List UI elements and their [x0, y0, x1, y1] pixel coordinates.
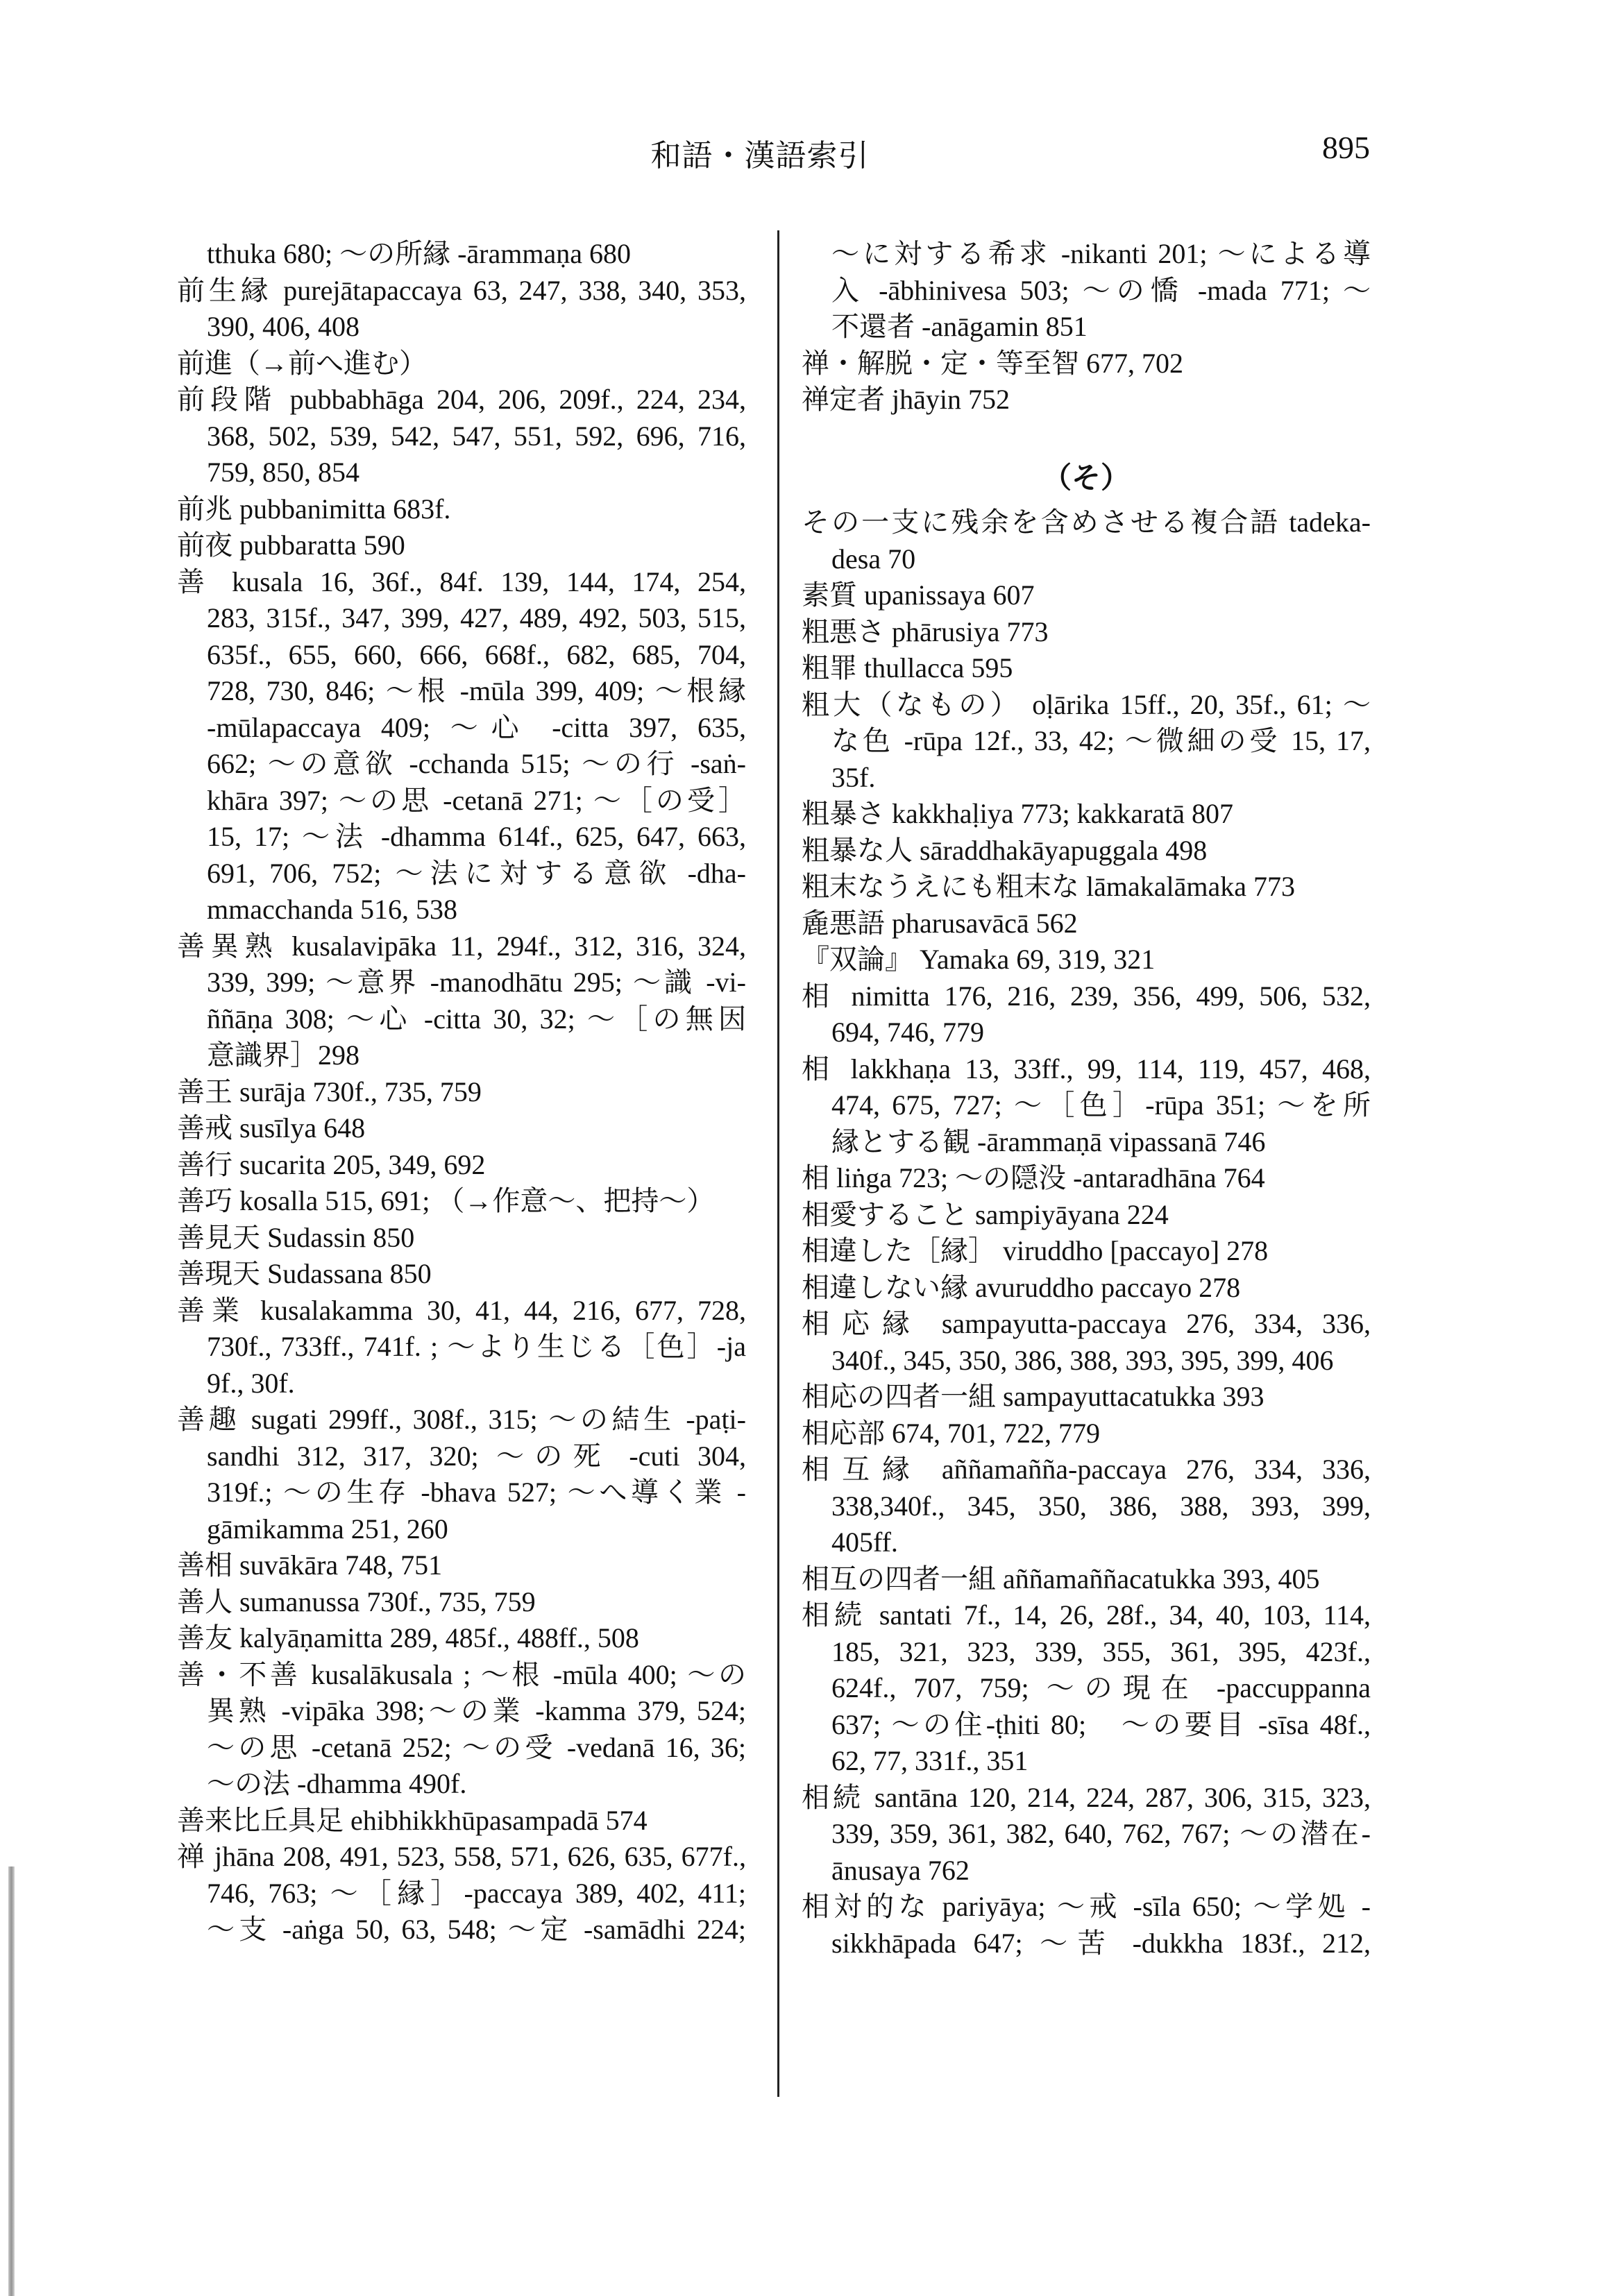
index-entry	[802, 382, 1371, 418]
entry-headword-line: 善巧 kosalla 515, 691; （→作意～、把持～）	[177, 1185, 715, 1216]
entry-continuation-line: desa 70	[831, 543, 916, 575]
entry-headword-line: 禅・解脱・定・等至智 677, 702	[802, 347, 1183, 379]
index-entry	[802, 942, 1371, 978]
index-entry	[802, 346, 1371, 382]
entry-continuation-line: ～に対する希求 -nikanti 201; ～による導	[831, 238, 1371, 269]
entry-headword-line: 粗大（なもの） oḷārika 15ff., 20, 35f., 61; ～	[802, 688, 1371, 720]
entry-continuation-line: 339, 399; ～意界 -manodhātu 295; ～識 -vi-	[207, 967, 746, 998]
entry-headword-line: 粗末なうえにも粗末な lāmakalāmaka 773	[802, 871, 1295, 902]
entry-continuation-line: 9f., 30f.	[207, 1367, 295, 1399]
entry-continuation-line: 185, 321, 323, 339, 355, 361, 395, 423f.,	[831, 1635, 1371, 1667]
entry-headword-line: 前段階 pubbabhāga 204, 206, 209f., 224, 234,	[177, 384, 746, 415]
entry-headword-line: 前兆 pubbanimitta 683f.	[177, 493, 451, 525]
index-entry	[802, 869, 1371, 905]
index-entry	[177, 1110, 746, 1147]
entry-continuation-line: tthuka 680; ～の所縁 -ārammaṇa 680	[207, 238, 631, 269]
entry-continuation-line: 不還者 -anāgamin 851	[831, 311, 1088, 342]
index-entry	[802, 1051, 1371, 1161]
entry-headword-line: 粗暴な人 sāraddhakāyapuggala 498	[802, 834, 1208, 866]
entry-headword-line: 善・不善 kusalākusala ; ～根 -mūla 400; ～の	[177, 1658, 746, 1690]
entry-headword-line: 禅 jhāna 208, 491, 523, 558, 571, 626, 635, 677f.,	[177, 1841, 746, 1872]
entry-continuation-line: 746, 763; ～［縁］-paccaya 389, 402, 411;	[207, 1877, 746, 1909]
entry-headword-line: 相互の四者一組 aññamaññacatukka 393, 405	[802, 1563, 1320, 1595]
entry-headword-line: 相対的な pariyāya; ～戒 -sīla 650; ～学処 -	[802, 1891, 1371, 1922]
entry-headword-line: 善戒 susīlya 648	[177, 1112, 366, 1143]
entry-continuation-line: ～支 -aṅga 50, 63, 548; ～定 -samādhi 224;	[207, 1914, 746, 1945]
entry-continuation-line: 730f., 733ff., 741f. ; ～より生じる［色］-ja	[207, 1331, 746, 1362]
entry-continuation-line: 338,340f., 345, 350, 386, 388, 393, 399,	[831, 1490, 1371, 1522]
entry-continuation-line: な色 -rūpa 12f., 33, 42; ～微細の受 15, 17,	[831, 725, 1371, 756]
entry-headword-line: 素質 upanissaya 607	[802, 579, 1035, 611]
entry-headword-line: 相愛すること sampiyāyana 224	[802, 1198, 1169, 1230]
entry-headword-line: その一支に残余を含めさせる複合語 tadeka-	[802, 507, 1371, 538]
entry-headword-line: 麁悪語 pharusavācā 562	[802, 907, 1078, 939]
entry-headword-line: 善趣 sugati 299ff., 308f., 315; ～の結生 -paṭi-	[177, 1404, 746, 1435]
entry-headword-line: 前進（→前へ進む）	[177, 347, 427, 379]
index-entry	[802, 1780, 1371, 1889]
entry-headword-line: 善異熟 kusalavipāka 11, 294f., 312, 316, 324,	[177, 930, 746, 962]
entry-headword-line: 相続 santati 7f., 14, 26, 28f., 34, 40, 103, 114,	[802, 1599, 1371, 1631]
index-entry	[177, 1293, 746, 1402]
entry-headword-line: 善友 kalyāṇamitta 289, 485f., 488ff., 508	[177, 1622, 639, 1653]
entry-headword-line: 相 lakkhaṇa 13, 33ff., 99, 114, 119, 457, 468,	[802, 1053, 1371, 1085]
index-column-right-top	[802, 236, 1371, 418]
index-entry	[177, 1620, 746, 1657]
entry-continuation-line: 662; ～の意欲 -cchanda 515; ～の行 -saṅ-	[207, 748, 746, 779]
entry-continuation-line: ～の法 -dhamma 490f.	[207, 1768, 467, 1799]
index-entry	[802, 1561, 1371, 1598]
entry-headword-line: 善見天 Sudassin 850	[177, 1221, 415, 1253]
entry-continuation-line: 691, 706, 752; ～法に対する意欲 -dha-	[207, 857, 746, 889]
index-entry	[177, 1803, 746, 1839]
index-entry	[177, 1074, 746, 1111]
index-entry	[802, 650, 1371, 687]
entry-headword-line: 相続 santāna 120, 214, 224, 287, 306, 315, 323,	[802, 1781, 1371, 1813]
entry-headword-line: 善現天 Sudassana 850	[177, 1258, 432, 1289]
entry-continuation-line: mmacchanda 516, 538	[207, 894, 457, 925]
entry-continuation-line: sikkhāpada 647; ～苦 -dukkha 183f., 212,	[831, 1927, 1371, 1959]
index-entry	[802, 236, 1371, 346]
index-entry	[802, 1452, 1371, 1561]
index-entry	[802, 687, 1371, 797]
index-entry	[802, 1889, 1371, 1962]
running-head: 和語・漢語索引	[650, 139, 870, 173]
entry-headword-line: 善人 sumanussa 730f., 735, 759	[177, 1585, 536, 1617]
index-entry	[177, 1657, 746, 1803]
index-entry	[177, 1547, 746, 1584]
entry-continuation-line: 入 -ābhinivesa 503; ～の憍 -mada 771; ～	[831, 274, 1371, 306]
index-entry	[802, 1597, 1371, 1780]
index-entry	[177, 1183, 746, 1220]
index-entry	[802, 1270, 1371, 1307]
entry-headword-line: 相 nimitta 176, 216, 239, 356, 499, 506, 532,	[802, 980, 1371, 1012]
entry-continuation-line: ānusaya 762	[831, 1854, 970, 1886]
entry-continuation-line: 319f.; ～の生存 -bhava 527; ～へ導く業 -	[207, 1477, 746, 1508]
entry-headword-line: 相応部 674, 701, 722, 779	[802, 1417, 1100, 1449]
index-entry	[802, 1379, 1371, 1415]
index-column-right-bottom	[802, 504, 1371, 1962]
index-entry	[177, 346, 746, 382]
index-entry	[802, 978, 1371, 1051]
index-entry	[802, 1306, 1371, 1379]
index-entry	[802, 833, 1371, 869]
index-entry	[802, 905, 1371, 942]
entry-continuation-line: -mūlapaccaya 409; ～心 -citta 397, 635,	[207, 711, 746, 743]
section-heading-so: （そ）	[1042, 463, 1130, 495]
page-number: 895	[1322, 130, 1370, 165]
entry-continuation-line: 異熟 -vipāka 398;～の業 -kamma 379, 524;	[207, 1695, 746, 1726]
entry-headword-line: 相違した［縁］ viruddho [paccayo] 278	[802, 1235, 1269, 1266]
entry-headword-line: 前生縁 purejātapaccaya 63, 247, 338, 340, 353,	[177, 274, 746, 306]
entry-continuation-line: 728, 730, 846; ～根 -mūla 399, 409; ～根縁	[207, 675, 746, 706]
entry-continuation-line: 635f., 655, 660, 666, 668f., 682, 685, 704,	[207, 638, 746, 670]
index-entry	[177, 1220, 746, 1257]
entry-continuation-line: 340f., 345, 350, 386, 388, 393, 395, 399, 406	[831, 1344, 1334, 1376]
index-entry	[177, 1839, 746, 1948]
entry-continuation-line: 759, 850, 854	[207, 457, 360, 488]
index-entry	[177, 1147, 746, 1184]
entry-continuation-line: sandhi 312, 317, 320; ～の死 -cuti 304,	[207, 1440, 746, 1472]
entry-headword-line: 粗悪さ phārusiya 773	[802, 615, 1049, 647]
index-entry	[802, 504, 1371, 577]
entry-headword-line: 粗暴さ kakkhaḷiya 773; kakkaratā 807	[802, 798, 1234, 829]
column-divider	[777, 230, 779, 2097]
index-entry	[802, 577, 1371, 614]
index-entry	[177, 527, 746, 564]
entry-continuation-line: 637; ～の住-ṭhiti 80; ～の要目 -sīsa 48f.,	[831, 1708, 1371, 1740]
entry-continuation-line: 283, 315f., 347, 399, 427, 489, 492, 503, 515,	[207, 602, 746, 633]
entry-continuation-line: 694, 746, 779	[831, 1017, 984, 1048]
entry-continuation-line: 405ff.	[831, 1527, 898, 1558]
entry-continuation-line: 474, 675, 727; ～［色］-rūpa 351; ～を所	[831, 1089, 1371, 1121]
entry-continuation-line: 縁とする観 -ārammaṇā vipassanā 746	[831, 1125, 1266, 1157]
index-entry	[177, 491, 746, 528]
entry-continuation-line: ～の思 -cetanā 252; ～の受 -vedanā 16, 36;	[207, 1731, 746, 1763]
index-entry	[802, 1160, 1371, 1197]
entry-headword-line: 粗罪 thullacca 595	[802, 652, 1013, 683]
index-entry	[177, 382, 746, 491]
entry-headword-line: 相違しない縁 avuruddho paccayo 278	[802, 1271, 1241, 1303]
entry-headword-line: 相互縁 aññamañña-paccaya 276, 334, 336,	[802, 1454, 1371, 1485]
entry-headword-line: 前夜 pubbaratta 590	[177, 529, 405, 561]
index-entry	[177, 928, 746, 1074]
entry-continuation-line: 35f.	[831, 761, 876, 793]
entry-continuation-line: 368, 502, 539, 542, 547, 551, 592, 696, 716,	[207, 420, 746, 452]
entry-continuation-line: gāmikamma 251, 260	[207, 1513, 448, 1545]
entry-continuation-line: khāra 397; ～の思 -cetanā 271; ～［の受］	[207, 784, 746, 816]
index-entry	[177, 236, 746, 273]
entry-headword-line: 相応の四者一組 sampayuttacatukka 393	[802, 1381, 1264, 1412]
entry-continuation-line: 62, 77, 331f., 351	[831, 1745, 1029, 1776]
index-entry	[802, 614, 1371, 651]
entry-headword-line: 善王 surāja 730f., 735, 759	[177, 1075, 482, 1107]
entry-continuation-line: 624f., 707, 759; ～の現在 -paccuppanna	[831, 1672, 1371, 1703]
index-entry	[177, 1256, 746, 1293]
entry-headword-line: 善行 sucarita 205, 349, 692	[177, 1148, 486, 1180]
entry-headword-line: 善 kusala 16, 36f., 84f. 139, 144, 174, 254,	[177, 566, 746, 597]
entry-headword-line: 善来比丘具足 ehibhikkhūpasampadā 574	[177, 1804, 648, 1836]
index-entry	[177, 273, 746, 346]
entry-continuation-line: 390, 406, 408	[207, 311, 360, 342]
scan-edge-mark	[8, 1866, 15, 2296]
entry-headword-line: 善業 kusalakamma 30, 41, 44, 216, 677, 728,	[177, 1294, 746, 1326]
entry-continuation-line: ññāṇa 308; ～心 -citta 30, 32; ～［の無因	[207, 1003, 746, 1035]
entry-continuation-line: 意識界］298	[207, 1039, 360, 1071]
entry-headword-line: 『双論』 Yamaka 69, 319, 321	[802, 944, 1156, 975]
entry-headword-line: 相 liṅga 723; ～の隠没 -antaradhāna 764	[802, 1162, 1265, 1193]
entry-continuation-line: 15, 17; ～法 -dhamma 614f., 625, 647, 663,	[207, 821, 746, 852]
index-entry	[177, 1402, 746, 1547]
entry-headword-line: 善相 suvākāra 748, 751	[177, 1549, 443, 1581]
index-column-left	[177, 236, 746, 1948]
entry-continuation-line: 339, 359, 361, 382, 640, 762, 767; ～の潜在-	[831, 1818, 1371, 1849]
index-entry	[177, 1584, 746, 1621]
index-entry	[177, 564, 746, 928]
entry-headword-line: 相応縁 sampayutta-paccaya 276, 334, 336,	[802, 1308, 1371, 1339]
index-entry	[802, 1415, 1371, 1452]
index-entry	[802, 1197, 1371, 1234]
entry-headword-line: 禅定者 jhāyin 752	[802, 384, 1010, 415]
index-entry	[802, 796, 1371, 833]
index-entry	[802, 1233, 1371, 1270]
